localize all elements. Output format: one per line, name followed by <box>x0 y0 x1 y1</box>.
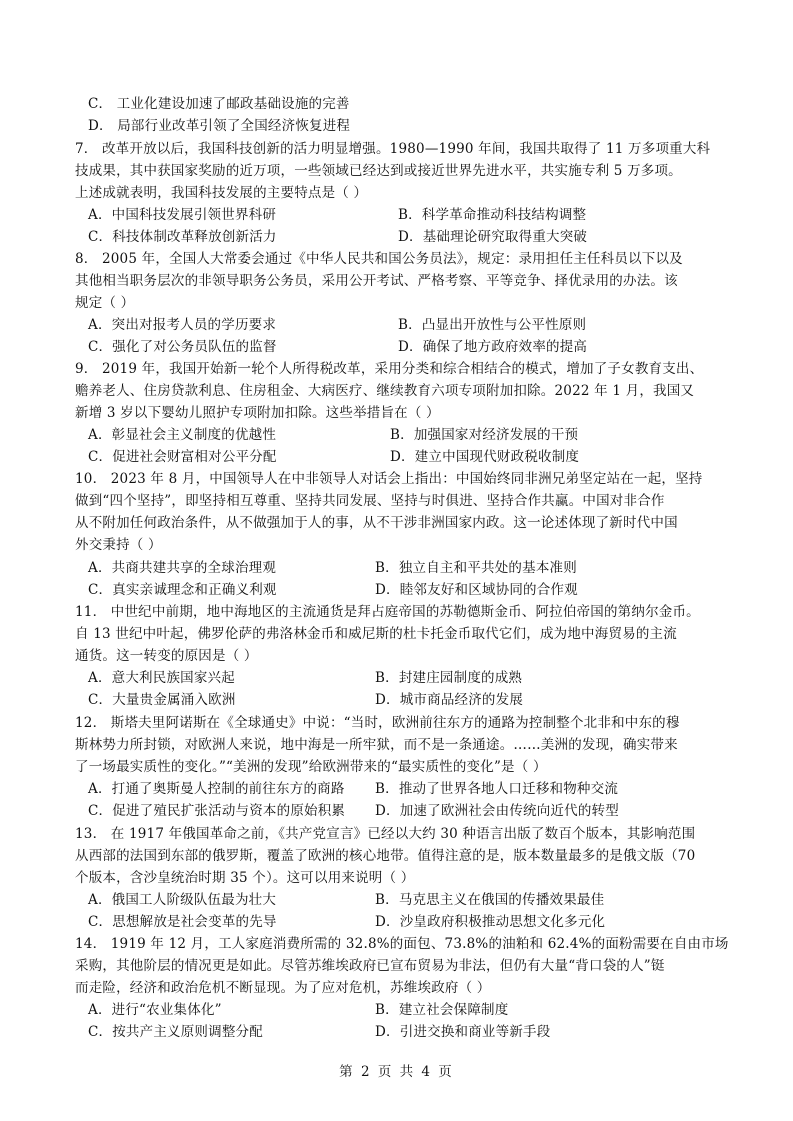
question-text-line: 9． 2019 年，我国开始新一轮个人所得税改革，采用分类和综合相结合的模式，增加了子女教育支出、 <box>75 361 704 377</box>
answer-option: B．推动了世界各地人口迁移和物种交流 <box>375 781 619 797</box>
question-text-line: 从不附加任何政治条件，从不做强加于人的事，从不干涉非洲国家内政。这一论述体现了新时代中国 <box>75 515 678 531</box>
question-text-line: 14． 1919 年 12 月，工人家庭消费所需的 32.8%的面包、73.8%的油粕和 62.4%的面粉需要在自由市场 <box>75 936 729 952</box>
question-text-line: 13． 在 1917 年俄国革命之前，《共产党宣言》已经以大约 30 种语言出版了数百个版本，其影响范围 <box>75 826 696 842</box>
answer-option: C．思想解放是社会变革的先导 <box>88 914 277 930</box>
answer-option: B．独立自主和平共处的基本准则 <box>375 560 577 576</box>
answer-option: D．引进交换和商业等新手段 <box>375 1024 551 1040</box>
answer-option: A．打通了奥斯曼人控制的前往东方的商路 <box>88 781 345 797</box>
answer-option: D．基础理论研究取得重大突破 <box>398 229 588 245</box>
answer-option: C．强化了对公务员队伍的监督 <box>88 339 277 355</box>
answer-option: A．突出对报考人员的学历要求 <box>88 317 277 333</box>
answer-option: B．马克思主义在俄国的传播效果最佳 <box>375 892 605 908</box>
question-text-line: 8． 2005 年，全国人大常委会通过《中华人民共和国公务员法》，规定：录用担任主任科员以下以及 <box>75 251 683 267</box>
question-text-line: 从西部的法国到东部的俄罗斯，覆盖了欧洲的核心地带。值得注意的是，版本数量最多的是俄文版（70 <box>75 848 696 864</box>
answer-option: A．俄国工人阶级队伍最为壮大 <box>88 892 277 908</box>
question-text-line: 上述成就表明，我国科技发展的主要特点是（ ） <box>75 185 368 201</box>
answer-option: C．大量贵金属涌入欧洲 <box>88 692 236 708</box>
answer-option: A．意大利民族国家兴起 <box>88 670 235 686</box>
answer-option: A．共商共建共享的全球治理观 <box>88 560 277 576</box>
question-text-line: 采购，其他阶层的情况更是如此。尽管苏维埃政府已宣布贸易为非法，但仍有大量“背口袋的人”铤 <box>75 958 665 974</box>
answer-option: A．中国科技发展引领世界科研 <box>88 207 277 223</box>
answer-option: C． 工业化建设加速了邮政基础设施的完善 <box>88 96 350 112</box>
answer-option: D． 局部行业改革引领了全国经济恢复进程 <box>88 118 351 134</box>
question-text-line: 10． 2023 年 8 月，中国领导人在中非领导人对话会上指出：中国始终同非洲兄弟坚定站在一起，坚持 <box>75 471 703 487</box>
answer-option: D．城市商品经济的发展 <box>375 692 524 708</box>
question-text-line: 赡养老人、住房贷款利息、住房租金、大病医疗、继续教育六项专项附加扣除。2022 年 1 月，我国又 <box>75 383 695 399</box>
page-footer: 第 2 页 共 4 页 <box>339 1064 454 1080</box>
question-text-line: 7． 改革开放以后，我国科技创新的活力明显增强。1980—1990 年间，我国共取得了 11 万多项重大科 <box>75 141 711 157</box>
answer-option: C．促进了殖民扩张活动与资本的原始积累 <box>88 803 346 819</box>
question-text-line: 其他相当职务层次的非领导职务公务员，采用公开考试、严格考察、平等竞争、择优录用的办法。该 <box>75 273 678 289</box>
answer-option: D．确保了地方政府效率的提高 <box>398 339 588 355</box>
question-text-line: 斯林势力所封锁，对欧洲人来说，地中海是一所牢狱，而不是一条通途。……美洲的发现，确实带来 <box>75 737 678 753</box>
question-text-line: 规定（ ） <box>75 295 135 311</box>
question-text-line: 做到“四个坚持”，即坚持相互尊重、坚持共同发展、坚持与时俱进、坚持合作共赢。中国对非合作 <box>75 493 665 509</box>
question-text-line: 新增 3 岁以下婴幼儿照护专项附加扣除。这些举措旨在（ ） <box>75 405 440 421</box>
answer-option: B．封建庄园制度的成熟 <box>375 670 523 686</box>
answer-option: B．加强国家对经济发展的干预 <box>390 427 579 443</box>
answer-option: B．科学革命推动科技结构调整 <box>398 207 587 223</box>
answer-option: D．加速了欧洲社会由传统向近代的转型 <box>375 803 619 819</box>
question-text-line: 外交秉持（ ） <box>75 537 162 553</box>
answer-option: A．彰显社会主义制度的优越性 <box>88 427 277 443</box>
answer-option: B．凸显出开放性与公平性原则 <box>398 317 587 333</box>
answer-option: C．真实亲诚理念和正确义利观 <box>88 582 277 598</box>
answer-option: D．沙皇政府积极推动思想文化多元化 <box>375 914 606 930</box>
answer-option: C．科技体制改革释放创新活力 <box>88 229 277 245</box>
question-text-line: 12． 斯塔夫里阿诺斯在《全球通史》中说：“当时，欧洲前往东方的通路为控制整个北非和中东的穆 <box>75 715 680 731</box>
answer-option: D．建立中国现代财政税收制度 <box>390 449 580 465</box>
question-text-line: 自 13 世纪中叶起，佛罗伦萨的弗洛林金币和威尼斯的杜卡托金币取代它们，成为地中海贸易的主流 <box>75 626 677 642</box>
question-text-line: 而走险，经济和政治危机不断显现。为了应对危机，苏维埃政府（ ） <box>75 980 491 996</box>
answer-option: C．促进社会财富相对公平分配 <box>88 449 277 465</box>
question-text-line: 个版本，含沙皇统治时期 35 个）。这可以用来说明（ ） <box>75 870 415 886</box>
question-text-line: 通货。这一转变的原因是（ ） <box>75 648 258 664</box>
answer-option: D．睦邻友好和区域协同的合作观 <box>375 582 578 598</box>
question-text-line: 技成果，其中获国家奖励的近万项，一些领域已经达到或接近世界先进水平，共实施专利 5 万多项。 <box>75 163 682 179</box>
question-text-line: 了一场最实质性的变化。”“美洲的发现”给欧洲带来的“最实质性的变化”是（ ） <box>75 759 547 775</box>
answer-option: C．按共产主义原则调整分配 <box>88 1024 263 1040</box>
answer-option: A．进行“农业集体化” <box>88 1002 222 1018</box>
question-text-line: 11． 中世纪中前期，地中海地区的主流通货是拜占庭帝国的苏勒德斯金币、阿拉伯帝国的第纳尔金币。 <box>75 604 700 620</box>
answer-option: B．建立社会保障制度 <box>375 1002 509 1018</box>
